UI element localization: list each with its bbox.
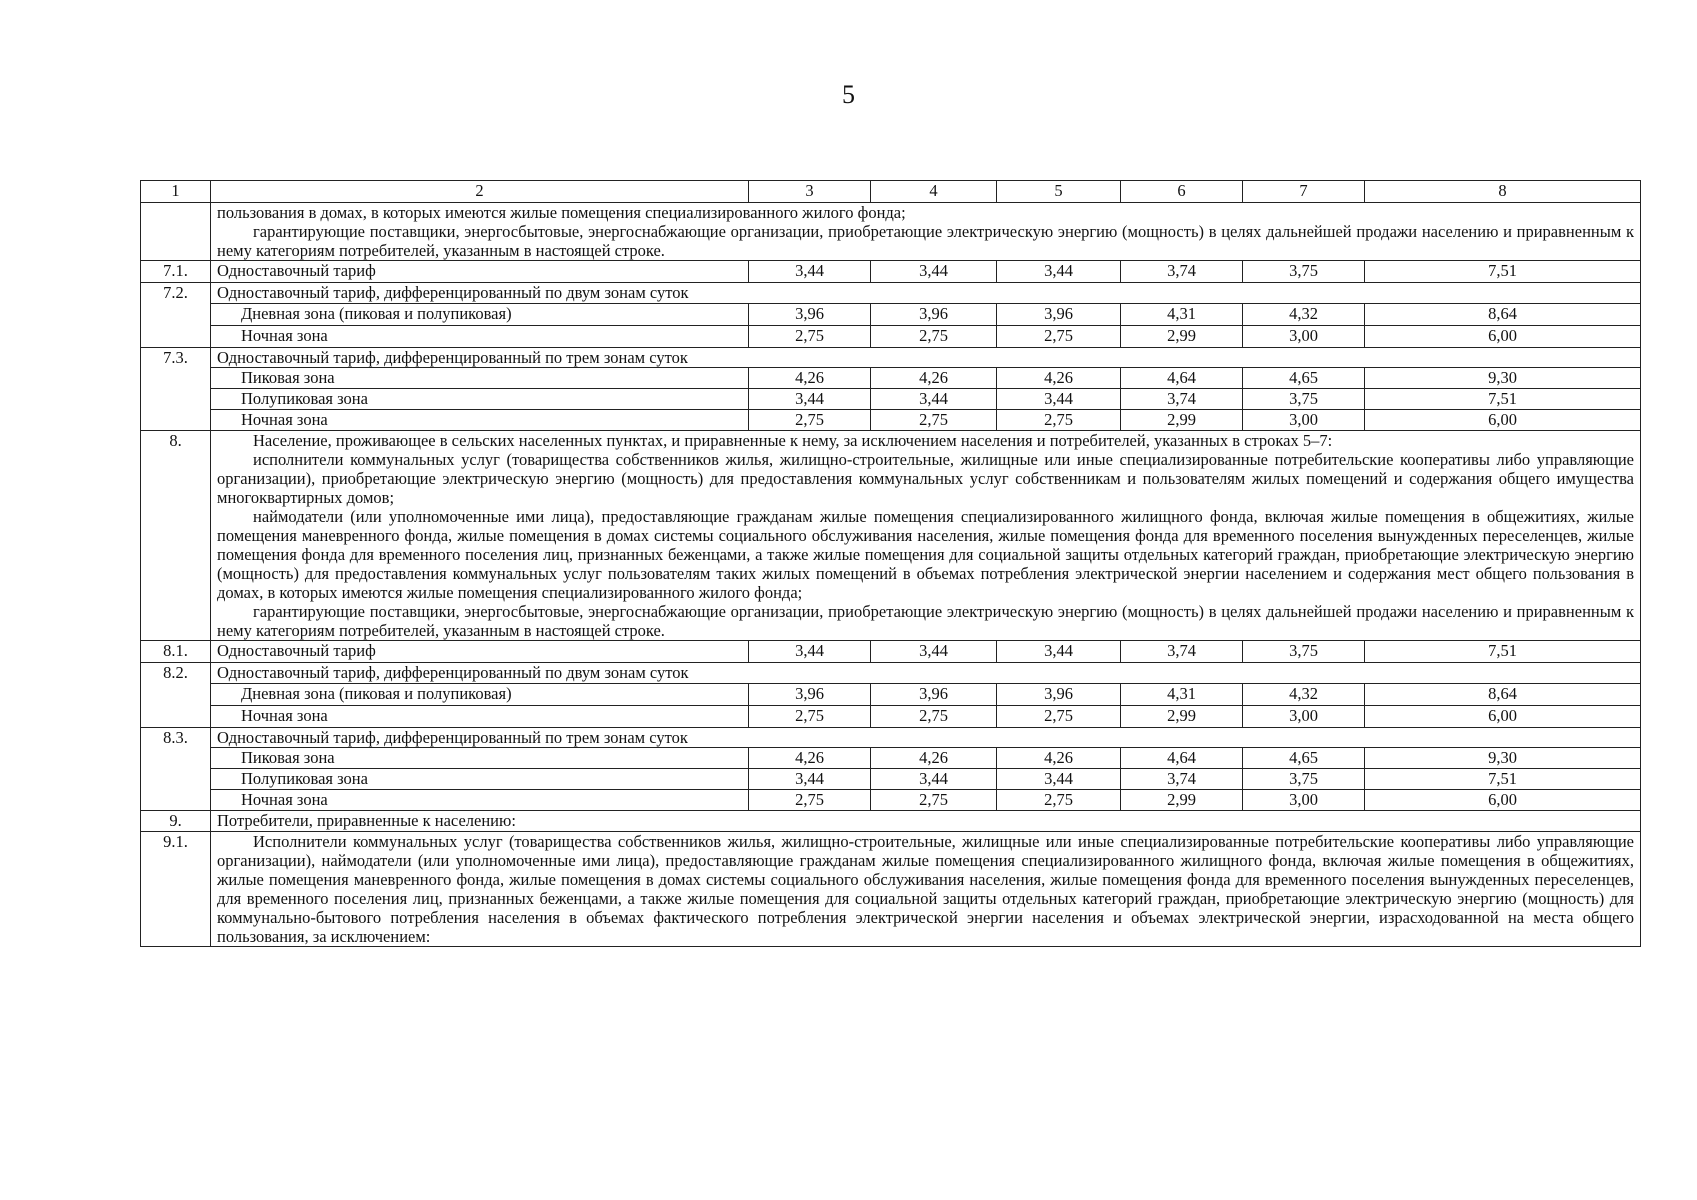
value-cell: 2,75 — [749, 410, 871, 431]
row-number: 8. — [141, 431, 211, 641]
value-cell: 3,00 — [1243, 706, 1365, 728]
value-cell: 9,30 — [1365, 368, 1641, 389]
row-label: Одноставочный тариф — [211, 261, 749, 283]
value-cell: 3,44 — [871, 769, 997, 790]
value-cell: 8,64 — [1365, 304, 1641, 326]
table-row-7-3-night — [141, 410, 1641, 431]
value-cell: 2,75 — [997, 326, 1121, 348]
value-cell: 4,64 — [1121, 748, 1243, 769]
value-cell: 4,32 — [1243, 304, 1365, 326]
value-cell: 3,44 — [997, 769, 1121, 790]
value-cell: 2,75 — [749, 706, 871, 728]
header-col-2: 2 — [211, 181, 749, 203]
row-label: Одноставочный тариф, дифференцированный по трем зонам суток — [211, 348, 1641, 368]
zone-label: Пиковая зона — [211, 368, 749, 389]
value-cell: 3,44 — [871, 389, 997, 410]
table-row-7-3-peak — [141, 368, 1641, 389]
value-cell: 3,75 — [1243, 769, 1365, 790]
header-col-1: 1 — [141, 181, 211, 203]
value-cell: 6,00 — [1365, 790, 1641, 811]
value-cell: 7,51 — [1365, 769, 1641, 790]
value-cell: 4,64 — [1121, 368, 1243, 389]
table-row-7-3-title — [141, 348, 1641, 368]
row-9-1-text — [211, 832, 1641, 947]
row-label: Одноставочный тариф, дифференцированный по двум зонам суток — [211, 663, 1641, 684]
row-number: 9.1. — [141, 832, 211, 947]
value-cell: 4,26 — [749, 368, 871, 389]
value-cell: 2,75 — [997, 790, 1121, 811]
row-number: 7.3. — [141, 348, 211, 431]
zone-label: Полупиковая зона — [211, 389, 749, 410]
table-row-8 — [141, 431, 1641, 641]
value-cell: 3,96 — [749, 304, 871, 326]
table-row-7-1 — [141, 261, 1641, 283]
table-row-8-3-peak — [141, 748, 1641, 769]
header-col-3: 3 — [749, 181, 871, 203]
table-row-8-1 — [141, 641, 1641, 663]
paragraph: исполнители коммунальных услуг (товарищества собственников жилья, жилищно-строительные, жилищные или иные специализированные потребительские кооперативы либо управляющие организации), приобретающие электрическую энергию (мощность) для предоставления коммунальных услуг собственникам и пользователям жилых помещений и содержания общего имущества многоквартирных домов; — [217, 450, 1634, 507]
zone-label: Ночная зона — [211, 706, 749, 728]
zone-label: Ночная зона — [211, 410, 749, 431]
header-col-8: 8 — [1365, 181, 1641, 203]
value-cell: 4,26 — [749, 748, 871, 769]
value-cell: 3,74 — [1121, 641, 1243, 663]
header-row — [141, 181, 1641, 203]
row-number: 9. — [141, 811, 211, 832]
value-cell: 3,74 — [1121, 261, 1243, 283]
value-cell: 2,75 — [997, 706, 1121, 728]
value-cell: 4,31 — [1121, 684, 1243, 706]
row-8-text — [211, 431, 1641, 641]
paragraph: Исполнители коммунальных услуг (товарищества собственников жилья, жилищно-строительные, жилищные или иные специализированные потребительские кооперативы либо управляющие организации), наймодатели (или уполномоченные ими лица), предоставляющие гражданам жилые помещения специализированного жилищного фонда, включая жилые помещения в общежитиях, жилые помещения маневренного фонда, жилые помещения в домах системы социального обслуживания населения, жилые помещения фонда для временного поселения вынужденных переселенцев, для временного поселения лиц, признанных беженцами, а также жилые помещения для социальной защиты отдельных категорий граждан, приобретающие электрическую энергию (мощность) для коммунально-бытового потребления населения в объемах фактического потребления электрической энергии населения и объемах электрической энергии, израсходованной на места общего пользования, за исключением: — [217, 832, 1634, 946]
value-cell: 2,75 — [749, 790, 871, 811]
value-cell: 4,26 — [871, 368, 997, 389]
value-cell: 2,99 — [1121, 410, 1243, 431]
value-cell: 3,44 — [749, 769, 871, 790]
table-row-7-2-day — [141, 304, 1641, 326]
zone-label: Полупиковая зона — [211, 769, 749, 790]
page-number: 5 — [842, 80, 855, 109]
header-col-7: 7 — [1243, 181, 1365, 203]
value-cell: 3,96 — [997, 304, 1121, 326]
row-number: 7.2. — [141, 283, 211, 348]
table-row-7-2-night — [141, 326, 1641, 348]
continuation-row — [141, 203, 1641, 261]
value-cell: 4,31 — [1121, 304, 1243, 326]
value-cell: 3,75 — [1243, 389, 1365, 410]
continuation-text — [211, 203, 1641, 261]
header-col-6: 6 — [1121, 181, 1243, 203]
value-cell: 4,26 — [997, 748, 1121, 769]
row-label: Одноставочный тариф — [211, 641, 749, 663]
value-cell: 3,96 — [997, 684, 1121, 706]
value-cell: 3,96 — [871, 304, 997, 326]
value-cell: 3,00 — [1243, 790, 1365, 811]
value-cell: 3,74 — [1121, 389, 1243, 410]
value-cell: 3,96 — [871, 684, 997, 706]
value-cell: 3,44 — [997, 641, 1121, 663]
header-col-5: 5 — [997, 181, 1121, 203]
value-cell: 4,26 — [871, 748, 997, 769]
paragraph: гарантирующие поставщики, энергосбытовые, энергоснабжающие организации, приобретающие электрическую энергию (мощность) в целях дальнейшей продажи населению и приравненным к нему категориям потребителей, указанным в настоящей строке. — [217, 222, 1634, 260]
value-cell: 2,99 — [1121, 326, 1243, 348]
zone-label: Дневная зона (пиковая и полупиковая) — [211, 684, 749, 706]
value-cell: 3,44 — [749, 641, 871, 663]
row-number: 8.3. — [141, 728, 211, 811]
table-row-8-2-day — [141, 684, 1641, 706]
zone-label: Дневная зона (пиковая и полупиковая) — [211, 304, 749, 326]
value-cell: 7,51 — [1365, 261, 1641, 283]
table-row-8-2-title — [141, 663, 1641, 684]
value-cell: 4,32 — [1243, 684, 1365, 706]
table-row-7-2-title — [141, 283, 1641, 304]
value-cell: 3,44 — [997, 389, 1121, 410]
value-cell: 3,00 — [1243, 326, 1365, 348]
value-cell: 3,44 — [871, 261, 997, 283]
value-cell: 6,00 — [1365, 410, 1641, 431]
value-cell: 3,00 — [1243, 410, 1365, 431]
value-cell: 7,51 — [1365, 641, 1641, 663]
paragraph: наймодатели (или уполномоченные ими лица), предоставляющие гражданам жилые помещения специализированного жилищного фонда, включая жилые помещения в общежитиях, жилые помещения маневренного фонда, жилые помещения в домах системы социального обслуживания населения, жилые помещения фонда для временного поселения вынужденных переселенцев, жилые помещения фонда для временного поселения лиц, признанных беженцами, а также жилые помещения для социальной защиты отдельных категорий граждан, приобретающие электрическую энергию (мощность) для предоставления коммунальных услуг пользователям таких жилых помещений в объемах потребления электрической энергии населением и содержания мест общего пользования в домах, в которых имеются жилые помещения специализированного жилого фонда; — [217, 507, 1634, 602]
row-label: Одноставочный тариф, дифференцированный по трем зонам суток — [211, 728, 1641, 748]
table-row-8-3-semi — [141, 769, 1641, 790]
zone-label: Ночная зона — [211, 326, 749, 348]
value-cell: 4,65 — [1243, 368, 1365, 389]
value-cell: 3,44 — [749, 389, 871, 410]
value-cell: 3,75 — [1243, 641, 1365, 663]
row-label: Одноставочный тариф, дифференцированный по двум зонам суток — [211, 283, 1641, 304]
table-row-9 — [141, 811, 1641, 832]
value-cell: 2,75 — [997, 410, 1121, 431]
value-cell: 4,65 — [1243, 748, 1365, 769]
value-cell: 7,51 — [1365, 389, 1641, 410]
paragraph: гарантирующие поставщики, энергосбытовые, энергоснабжающие организации, приобретающие электрическую энергию (мощность) в целях дальнейшей продажи населению и приравненным к нему категориям потребителей, указанным в настоящей строке. — [217, 602, 1634, 640]
table-row-7-3-semi — [141, 389, 1641, 410]
row-label: Потребители, приравненные к населению: — [211, 811, 1641, 832]
value-cell: 2,99 — [1121, 706, 1243, 728]
zone-label: Пиковая зона — [211, 748, 749, 769]
header-col-4: 4 — [871, 181, 997, 203]
value-cell: 2,75 — [871, 410, 997, 431]
value-cell: 6,00 — [1365, 706, 1641, 728]
tariff-table — [140, 180, 1641, 947]
value-cell: 3,96 — [749, 684, 871, 706]
value-cell: 3,44 — [749, 261, 871, 283]
value-cell: 3,44 — [997, 261, 1121, 283]
value-cell: 2,75 — [749, 326, 871, 348]
paragraph: Население, проживающее в сельских населенных пунктах, и приравненные к нему, за исключением населения и потребителей, указанных в строках 5–7: — [253, 431, 1333, 450]
table-row-8-2-night — [141, 706, 1641, 728]
value-cell: 2,75 — [871, 790, 997, 811]
value-cell: 8,64 — [1365, 684, 1641, 706]
value-cell: 3,44 — [871, 641, 997, 663]
value-cell: 2,75 — [871, 706, 997, 728]
value-cell: 4,26 — [997, 368, 1121, 389]
row-number: 7.1. — [141, 261, 211, 283]
row-number: 8.2. — [141, 663, 211, 728]
value-cell: 2,99 — [1121, 790, 1243, 811]
zone-label: Ночная зона — [211, 790, 749, 811]
value-cell: 3,74 — [1121, 769, 1243, 790]
value-cell: 9,30 — [1365, 748, 1641, 769]
table-row-9-1 — [141, 832, 1641, 947]
paragraph: пользования в домах, в которых имеются жилые помещения специализированного жилого фонда; — [217, 203, 906, 222]
value-cell: 6,00 — [1365, 326, 1641, 348]
table-row-8-3-night — [141, 790, 1641, 811]
value-cell: 3,75 — [1243, 261, 1365, 283]
value-cell: 2,75 — [871, 326, 997, 348]
row-number: 8.1. — [141, 641, 211, 663]
row-number-empty — [141, 203, 211, 261]
table-row-8-3-title — [141, 728, 1641, 748]
